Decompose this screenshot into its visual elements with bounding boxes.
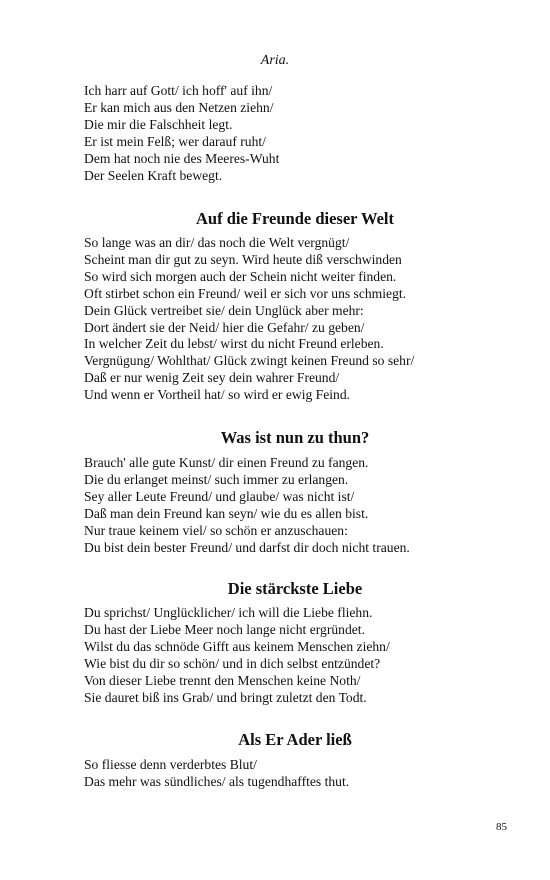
- verse-line: So fliesse denn verderbtes Blut/: [84, 757, 257, 772]
- verse-line: Er kan mich aus den Netzen ziehn/: [84, 99, 274, 115]
- verse-line: Daß man dein Freund kan seyn/ wie du es allen bist.: [84, 505, 369, 521]
- verse-line: Die mir die Falschheit legt.: [84, 116, 233, 132]
- section-title-freunde: Auf die Freunde dieser Welt: [196, 209, 394, 228]
- verse-line: So wird sich morgen auch der Schein nicht weiter finden.: [84, 268, 397, 284]
- verse-line: Sie dauret biß ins Grab/ und bringt zuletzt den Todt.: [84, 689, 367, 705]
- stanza-freunde: [84, 235, 534, 404]
- verse-line: Ich harr auf Gott/ ich hoff' auf ihn/: [84, 83, 273, 98]
- page-number: 85: [496, 821, 507, 833]
- verse-line: Du bist dein bester Freund/ und darfst dir doch nicht trauen.: [84, 539, 410, 555]
- verse-line: Wilst du das schnöde Gifft aus keinem Menschen ziehn/: [84, 638, 390, 654]
- verse-line: Vergnügung/ Wohlthat/ Glück zwingt keinen Freund so sehr/: [84, 353, 415, 369]
- section-title-liebe: Die stärckste Liebe: [227, 579, 363, 598]
- verse-line: Oft stirbet schon ein Freund/ weil er sich vor uns schmiegt.: [84, 285, 407, 301]
- verse-line: Sey aller Leute Freund/ und glaube/ was nicht ist/: [84, 488, 355, 504]
- verse-line: Von dieser Liebe trennt den Menschen keine Noth/: [84, 672, 361, 688]
- verse-line: Wie bist du dir so schön/ und in dich selbst entzündet?: [84, 655, 381, 671]
- verse-line: Brauch' alle gute Kunst/ dir einen Freund zu fangen.: [84, 455, 369, 470]
- verse-line: Nur traue keinem viel/ so schön er anzuschauen:: [84, 522, 348, 538]
- verse-line: In welcher Zeit du lebst/ wirst du nicht Freund erleben.: [84, 336, 384, 352]
- verse-line: Dein Glück vertreibet sie/ dein Unglück aber mehr:: [84, 302, 364, 318]
- section-title-thun: Was ist nun zu thun?: [220, 428, 370, 447]
- verse-line: Scheint man dir gut zu seyn. Wird heute diß verschwinden: [84, 251, 402, 267]
- aria-heading: Aria.: [260, 53, 290, 68]
- verse-line: Du sprichst/ Unglücklicher/ ich will die Liebe fliehn.: [84, 605, 373, 620]
- verse-line: Daß er nur wenig Zeit sey dein wahrer Freund/: [84, 370, 340, 386]
- section-title-ader: Als Er Ader ließ: [238, 730, 352, 749]
- verse-line: Die du erlanget meinst/ such immer zu erlangen.: [84, 471, 349, 487]
- verse-line: Dem hat noch nie des Meeres-Wuht: [84, 150, 280, 166]
- aria-stanza: [84, 83, 534, 184]
- verse-line: Und wenn er Vortheil hat/ so wird er ewig Feind.: [84, 387, 351, 403]
- verse-line: So lange was an dir/ das noch die Welt vergnügt/: [84, 235, 350, 250]
- verse-line: Er ist mein Felß; wer darauf ruht/: [84, 133, 266, 149]
- verse-line: Der Seelen Kraft bewegt.: [84, 167, 223, 183]
- verse-line: Du hast der Liebe Meer noch lange nicht ergründet.: [84, 621, 365, 637]
- stanza-ader: [84, 757, 534, 791]
- stanza-thun: [84, 455, 534, 556]
- verse-line: Das mehr was sündliches/ als tugendhafftes thut.: [84, 773, 350, 789]
- stanza-liebe: [84, 605, 534, 706]
- verse-line: Dort ändert sie der Neid/ hier die Gefahr/ zu geben/: [84, 319, 365, 335]
